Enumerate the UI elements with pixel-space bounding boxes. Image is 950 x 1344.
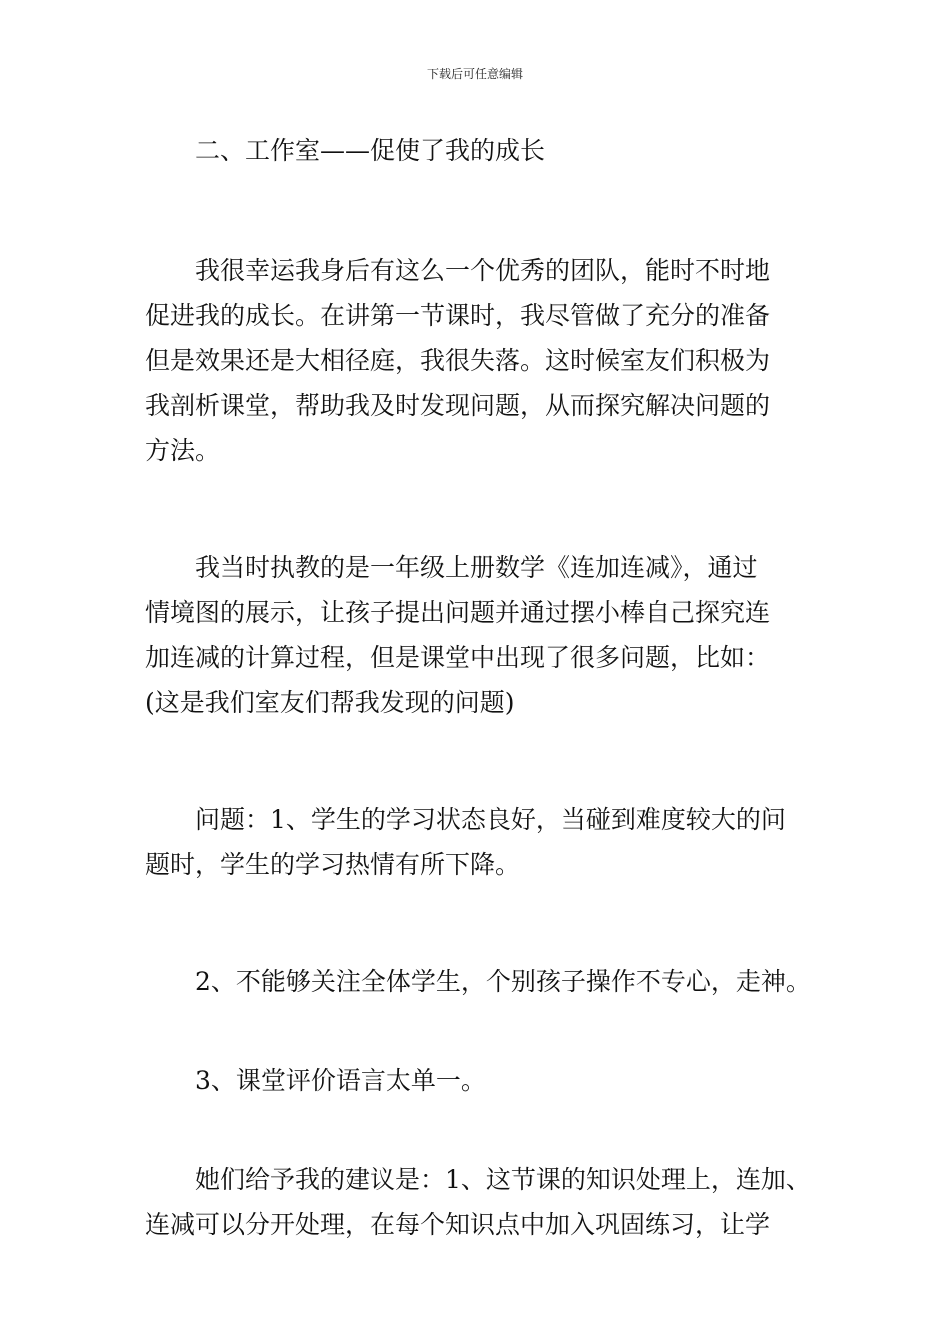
paragraph-problem-2: 2、不能够关注全体学生，个别孩子操作不专心，走神。 [195, 967, 811, 996]
header-note: 下载后可任意编辑 [426, 67, 523, 81]
spacer [145, 1103, 815, 1157]
spacer [145, 725, 815, 797]
paragraph-problem-3: 3、课堂评价语言太单一。 [195, 1066, 486, 1095]
document-body [145, 128, 815, 1247]
section-heading: 二、工作室——促使了我的成长 [195, 136, 546, 165]
spacer [145, 1004, 815, 1058]
paragraph-team-growth: 我很幸运我身后有这么一个优秀的团队，能时不时地 促进我的成长。在讲第一节课时，我尽管做了充分的准备 但是效果还是大相径庭，我很失落。这时候室友们积极为 我剖析课堂，帮助我及时发现问题，从而探究解决问题的 方法。 [145, 256, 771, 465]
spacer [145, 887, 815, 959]
paragraph-suggestions: 她们给予我的建议是：1、这节课的知识处理上，连加、 连减可以分开处理，在每个知识点中加入巩固练习，让学 [145, 1165, 811, 1239]
paragraph-lesson-description: 我当时执教的是一年级上册数学《连加连减》，通过 情境图的展示，让孩子提出问题并通过摆小棒自己探究连 加连减的计算过程，但是课堂中出现了很多问题，比如： (这是我们室友们帮我发现的问题) [145, 553, 771, 717]
paragraph-problem-1: 问题：1、学生的学习状态良好，当碰到难度较大的问 题时，学生的学习热情有所下降。 [145, 805, 786, 879]
spacer [145, 173, 815, 248]
spacer [145, 473, 815, 545]
